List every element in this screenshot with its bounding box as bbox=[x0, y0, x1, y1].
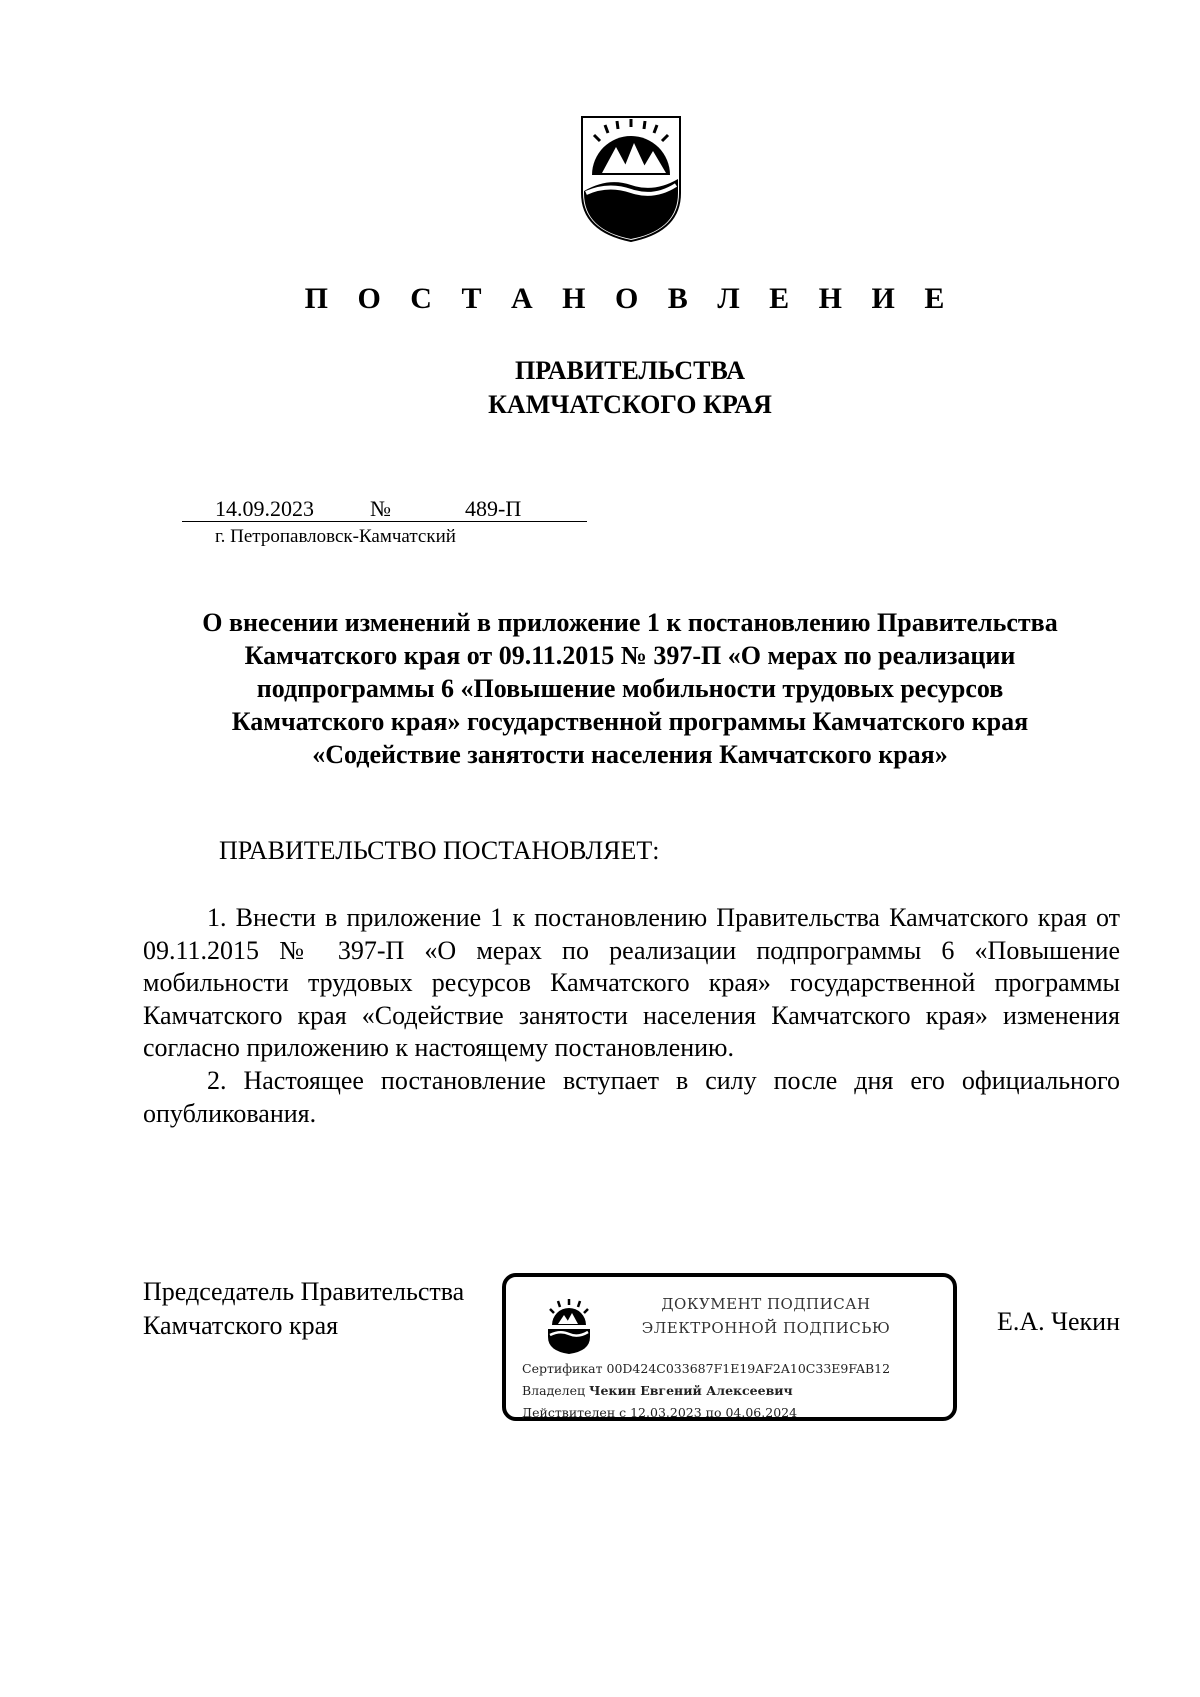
owner-label: Владелец bbox=[522, 1383, 586, 1398]
subject-line: Камчатского края от 09.11.2015 № 397-П «О мерах по реализации bbox=[244, 641, 1016, 670]
coat-of-arms-icon bbox=[578, 113, 684, 243]
document-body bbox=[143, 902, 1120, 1130]
subject-line: О внесении изменений в приложение 1 к постановлению Правительства bbox=[202, 608, 1058, 637]
issuing-body-line1: ПРАВИТЕЛЬСТВА bbox=[515, 356, 745, 385]
registration-underline bbox=[182, 521, 587, 522]
certificate-label: Сертификат bbox=[522, 1361, 603, 1376]
document-subject bbox=[140, 606, 1120, 771]
certificate-value: 00D424C033687F1E19AF2A10C33E9FAB12 bbox=[606, 1361, 891, 1376]
electronic-signature-stamp bbox=[502, 1273, 957, 1421]
paragraph: 2. Настоящее постановление вступает в силу после дня его официального опубликования. bbox=[143, 1065, 1120, 1128]
signer-position-line: Председатель Правительства bbox=[143, 1277, 465, 1306]
stamp-header-line1: ДОКУМЕНТ ПОДПИСАН bbox=[661, 1295, 871, 1313]
signer-position-line: Камчатского края bbox=[143, 1311, 339, 1340]
city: г. Петропавловск-Камчатский bbox=[215, 526, 456, 547]
paragraph: 1. Внести в приложение 1 к постановлению Правительства Камчатского края от 09.11.2015 № 397-П «О мерах по реализации подпрограммы 6 «Повышение мобильности трудовых ресурсов Камчатского края» государственной программы Камчатского края «Содействие занятости населения Камчатского края» изменения согласно приложению к настоящему постановлению. bbox=[143, 903, 1120, 1063]
signer-name: Е.А. Чекин bbox=[996, 1307, 1120, 1336]
resolves-heading: ПРАВИТЕЛЬСТВО ПОСТАНОВЛЯЕТ: bbox=[219, 836, 660, 865]
stamp-header-line2: ЭЛЕКТРОННОЙ ПОДПИСЬЮ bbox=[641, 1319, 891, 1337]
owner-line bbox=[522, 1383, 793, 1398]
signer-position bbox=[143, 1275, 464, 1343]
subject-line: «Содействие занятости населения Камчатского края» bbox=[312, 740, 948, 769]
document-date: 14.09.2023 bbox=[215, 496, 314, 521]
certificate-line bbox=[522, 1361, 890, 1376]
document-number: 489-П bbox=[465, 496, 522, 521]
emblem-icon bbox=[544, 1297, 594, 1355]
owner-value: Чекин Евгений Алексеевич bbox=[589, 1383, 793, 1398]
document-type-title: П О С Т А Н О В Л Е Н И Е bbox=[304, 282, 956, 315]
issuing-body-line2: КАМЧАТСКОГО КРАЯ bbox=[488, 390, 772, 419]
subject-line: подпрограммы 6 «Повышение мобильности трудовых ресурсов bbox=[256, 674, 1004, 703]
validity-line: Действителен с 12.03.2023 по 04.06.2024 bbox=[522, 1405, 798, 1420]
subject-line: Камчатского края» государственной программы Камчатского края bbox=[231, 707, 1029, 736]
number-sign: № bbox=[370, 496, 391, 521]
